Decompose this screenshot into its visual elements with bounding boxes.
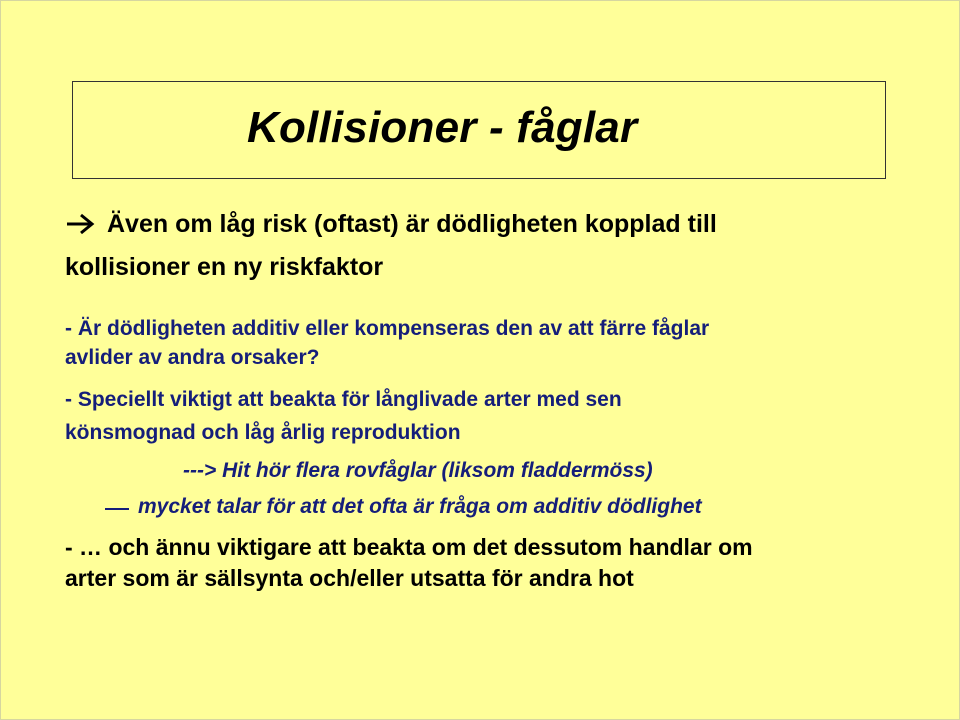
rare-species-line-2: arter som är sällsynta och/eller utsatta för andra hot bbox=[65, 565, 634, 591]
additive-question-line-1: - Är dödligheten additiv eller kompenseras den av att färre fåglar bbox=[65, 317, 710, 340]
rare-species-line-1: - … och ännu viktigare att beakta om det dessutom handlar om bbox=[65, 534, 753, 560]
dash-mark bbox=[105, 508, 129, 510]
additive-mortality-note: mycket talar för att det ofta är fråga om additiv dödlighet bbox=[138, 495, 702, 518]
main-bullet-line-2: kollisioner en ny riskfaktor bbox=[65, 253, 384, 281]
longlived-point-line-2: könsmognad och låg årlig reproduktion bbox=[65, 421, 461, 444]
additive-question-line-2: avlider av andra orsaker? bbox=[65, 346, 320, 369]
right-arrow-icon bbox=[65, 210, 97, 239]
longlived-point-line-1: - Speciellt viktigt att beakta för långlivade arter med sen bbox=[65, 388, 622, 411]
raptors-note: ---> Hit hör flera rovfåglar (liksom fladdermöss) bbox=[183, 459, 653, 482]
main-bullet-line-1 bbox=[65, 210, 717, 239]
slide-title: Kollisioner - fåglar bbox=[247, 103, 638, 152]
main-bullet-text-1: Även om låg risk (oftast) är dödligheten kopplad till bbox=[107, 210, 717, 238]
